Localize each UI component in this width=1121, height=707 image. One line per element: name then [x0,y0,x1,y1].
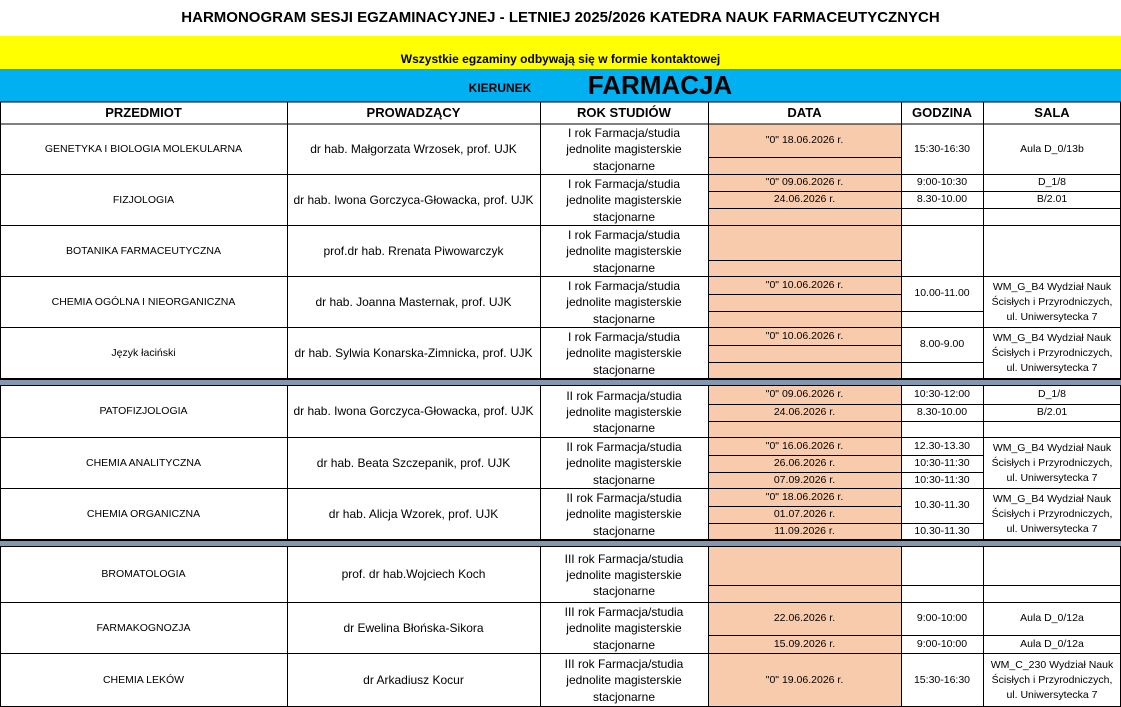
subject-name: FARMAKOGNOZJA [96,621,191,634]
exam-date: 15.09.2026 r. [708,635,901,654]
exam-hour [901,547,983,585]
subject-name: CHEMIA OGÓLNA I NIEORGANICZNA [51,295,236,308]
header-prowadzacy: PROWADZĄCY [366,104,461,120]
lecturer-name: dr hab. Alicja Wzorek, prof. UJK [328,506,499,521]
exam-hour: 10.00-11.00 [914,287,970,300]
kierunek-label: KIERUNEK [468,81,532,96]
exam-date: "0" 10.06.2026 r. [708,277,901,294]
exam-room: D_1/8 [1037,388,1067,401]
header-godzina: GODZINA [912,104,972,120]
exam-room: WM_C_230 Wydział Nauk Ścisłych i Przyrodniczych, ul. Uniwersytecka 7 [990,658,1114,702]
exam-room: Aula D_0/12a [1020,612,1084,625]
subject-name: GENETYKA I BIOLOGIA MOLEKULARNA [44,142,243,155]
exam-date [708,421,901,438]
exam-hour [901,421,983,438]
exam-hour: 8.30-10.00 [916,405,968,418]
exam-hour: 10:30-11:30 [914,473,970,486]
exam-date [708,208,901,226]
exam-hour [901,226,983,277]
exam-hour: 10.30-11.30 [914,499,970,512]
study-year: II rok Farmacja/studia jednolite magisterskie stacjonarne [566,491,682,538]
exam-date: "0" 09.06.2026 r. [708,175,901,191]
exam-room [983,226,1121,277]
exam-room: B/2.01 [1036,405,1068,418]
lecturer-name: dr Arkadiusz Kocur [363,672,464,687]
exam-hour: 10:30-12:00 [913,388,971,401]
exam-hour: 10:30-11:30 [914,456,970,469]
exam-room: WM_G_B4 Wydział Nauk Ścisłych i Przyrodniczych, ul. Uniwersytecka 7 [991,280,1113,324]
lecturer-name: dr Ewelina Błońska-Sikora [343,620,484,635]
exam-room: B/2.01 [1036,192,1068,205]
subject-name: BROMATOLOGIA [101,568,186,581]
subject-name: Język łaciński [111,346,176,359]
exam-room: WM_G_B4 Wydział Nauk Ścisłych i Przyrodniczych, ul. Uniwersytecka 7 [991,492,1113,536]
exam-date: "0" 09.06.2026 r. [708,386,901,404]
exam-room: Aula D_0/13b [1020,142,1084,155]
exam-date: "0" 18.06.2026 r. [708,489,901,506]
kierunek-value: FARMACJA [587,70,733,101]
exam-hour: 8.00-9.00 [919,338,965,351]
exam-hour: 10.30-11.30 [914,524,970,537]
exam-hour: 9:00-10:30 [916,176,968,189]
exam-date: "0" 10.06.2026 r. [708,328,901,345]
exam-date [708,226,901,260]
subject-name: PATOFIZJOLOGIA [99,405,188,418]
lecturer-name: dr hab. Iwona Gorczyca-Głowacka, prof. UJK [293,192,534,207]
exam-hour: 15:30-16:30 [913,673,971,686]
lecturer-name: prof.dr hab. Rrenata Piwowarczyk [323,243,504,258]
subject-name: CHEMIA LEKÓW [102,673,185,686]
exam-date: 01.07.2026 r. [708,506,901,523]
lecturer-name: prof. dr hab.Wojciech Koch [341,567,486,582]
exam-date: 24.06.2026 r. [708,404,901,421]
header-przedmiot: PRZEDMIOT [105,104,182,120]
subject-name: CHEMIA ORGANICZNA [86,507,201,520]
exam-date: 22.06.2026 r. [708,603,901,635]
subject-name: FIZJOLOGIA [112,193,175,206]
study-year: I rok Farmacja/studia jednolite magisterskie stacjonarne [566,228,682,275]
exam-hour [901,208,983,226]
exam-hour: 8.30-10.00 [916,192,968,205]
exam-date: 26.06.2026 r. [708,455,901,472]
exam-room: Aula D_0/12a [1020,637,1084,650]
exam-date [708,585,901,603]
year-group-separator [0,540,1121,547]
exam-hour: 9:00-10:00 [916,612,968,625]
lecturer-name: dr hab. Małgorzata Wrzosek, prof. UJK [310,141,517,156]
exam-room: WM_G_B4 Wydział Nauk Ścisłych i Przyrodniczych, ul. Uniwersytecka 7 [991,331,1113,375]
exam-hour [901,585,983,603]
exam-room: WM_G_B4 Wydział Nauk Ścisłych i Przyrodniczych, ul. Uniwersytecka 7 [991,441,1113,485]
study-year: I rok Farmacja/studia jednolite magisterskie stacjonarne [566,279,682,326]
exam-date: 11.09.2026 r. [708,523,901,540]
exam-room: D_1/8 [1037,176,1067,189]
exam-room [983,208,1121,226]
study-year: III rok Farmacja/studia jednolite magisterskie stacjonarne [564,551,684,599]
exam-hour [901,311,983,328]
exam-hour [901,362,983,379]
contact-exam-notice: Wszystkie egzaminy odbywają się w formie kontaktowej [0,36,1121,69]
exam-date: "0" 18.06.2026 r. [708,124,901,157]
year-group-separator [0,379,1121,386]
study-year: I rok Farmacja/studia jednolite magisterskie stacjonarne [566,126,682,173]
study-year: III rok Farmacja/studia jednolite magisterskie stacjonarne [564,657,684,704]
exam-date: 07.09.2026 r. [708,472,901,489]
exam-room [983,585,1121,603]
exam-date: "0" 19.06.2026 r. [708,654,901,707]
exam-hour: 12.30-13.30 [913,439,971,452]
exam-date [708,311,901,328]
exam-room [983,547,1121,585]
study-year: III rok Farmacja/studia jednolite magisterskie stacjonarne [564,605,684,652]
study-year: II rok Farmacja/studia jednolite magisterskie stacjonarne [566,388,682,436]
exam-date [708,260,901,277]
exam-room [983,421,1121,438]
study-year: II rok Farmacja/studia jednolite magisterskie stacjonarne [566,440,682,487]
subject-name: BOTANIKA FARMACEUTYCZNA [66,244,221,257]
study-year: I rok Farmacja/studia jednolite magisterskie stacjonarne [566,177,682,224]
exam-date: "0" 16.06.2026 r. [708,438,901,455]
exam-date [708,345,901,362]
header-data: DATA [787,104,822,120]
lecturer-name: dr hab. Joanna Masternak, prof. UJK [315,294,512,309]
exam-date [708,362,901,379]
exam-hour: 15:30-16:30 [913,142,971,155]
lecturer-name: dr hab. Beata Szczepanik, prof. UJK [316,455,511,470]
exam-date [708,294,901,311]
study-year: I rok Farmacja/studia jednolite magisterskie stacjonarne [566,330,682,377]
header-sala: SALA [1034,104,1070,120]
schedule-title: HARMONOGRAM SESJI EGZAMINACYJNEJ - LETNIEJ 2025/2026 KATEDRA NAUK FARMACEUTYCZNYCH [181,8,940,26]
exam-date [708,547,901,585]
subject-name: CHEMIA ANALITYCZNA [86,456,201,469]
exam-date: 24.06.2026 r. [708,191,901,208]
exam-date [708,157,901,175]
lecturer-name: dr hab. Sylwia Konarska-Zimnicka, prof. UJK [294,345,533,360]
exam-hour: 9:00-10:00 [916,637,968,650]
lecturer-name: dr hab. Iwona Gorczyca-Głowacka, prof. UJK [293,404,534,419]
header-rok-studiow: ROK STUDIÓW [577,104,671,120]
